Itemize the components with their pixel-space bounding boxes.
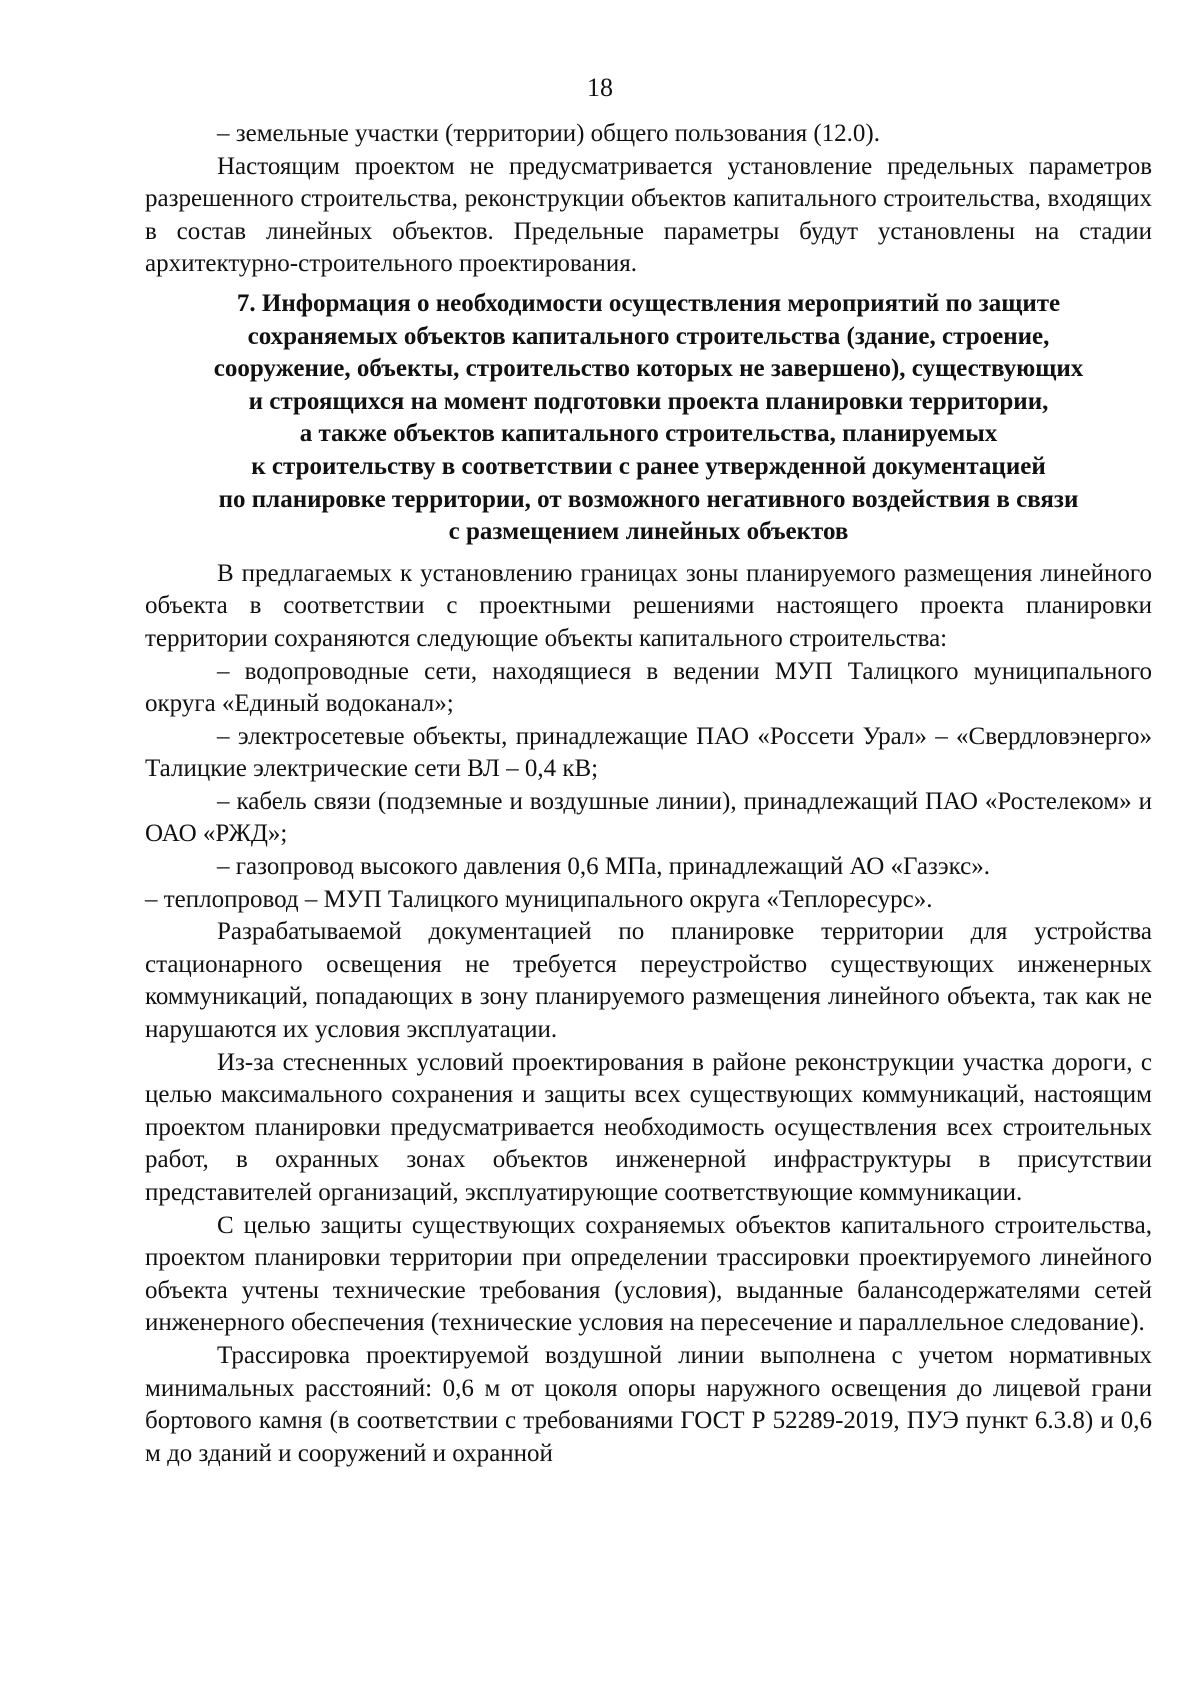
list-item-water-supply: – водопроводные сети, находящиеся в ведении МУП Талицкого муниципального округа «Единый водоканал»;: [145, 657, 1152, 718]
section-paragraph: С целью защиты существующих сохраняемых объектов капитального строительства, проектом планировки территории при определении трассировки проектируемого линейного объекта учтены технические требования (условия), выданные балансодержателями сетей инженерного обеспечения (технические условия на пересечение и параллельное следование).: [145, 1211, 1152, 1337]
intro-list-item: – земельные участки (территории) общего пользования (12.0).: [217, 120, 880, 147]
intro-paragraph: Настоящим проектом не предусматривается установление предельных параметров разрешенного строительства, реконструкции объектов капитального строительства, входящих в состав линейных объектов. Предельные параметры будут установлены на стадии архитектурно-строительного проектирования.: [145, 152, 1152, 278]
page-content: [145, 118, 1152, 1470]
section-heading-line: к строительству в соответствии с ранее утвержденной документацией: [251, 452, 1046, 480]
section-heading-line: а также объектов капитального строительства, планируемых: [299, 420, 998, 448]
section-heading-line: сохраняемых объектов капитального строительства (здание, строение,: [247, 322, 1050, 350]
section-heading-line: по планировке территории, от возможного негативного воздействия в связи: [218, 485, 1079, 513]
section-heading: [145, 288, 1152, 549]
page-number: 18: [587, 73, 613, 102]
list-item-gas-pipeline: – газопровод высокого давления 0,6 МПа, принадлежащий АО «Газэкс».: [217, 853, 990, 881]
section-paragraph: Разрабатываемой документацией по планировке территории для устройства стационарного освещения не требуется переустройство существующих инженерных коммуникаций, попадающих в зону планируемого размещения линейного объекта, так как не нарушаются их условия эксплуатации.: [145, 918, 1152, 1044]
section-paragraph: Трассировка проектируемой воздушной линии выполнена с учетом нормативных минимальных расстояний: 0,6 м от цоколя опоры наружного освещения до лицевой грани бортового камня (в соответствии с требованиями ГОСТ Р 52289-2019, ПУЭ пункт 6.3.8) и 0,6 м до зданий и сооружений и охранной: [145, 1341, 1152, 1467]
list-item-communication-cable: – кабель связи (подземные и воздушные линии), принадлежащий ПАО «Ростелеком» и ОАО «РЖД»;: [145, 787, 1152, 848]
section-heading-line: 7. Информация о необходимости осуществления мероприятий по защите: [236, 289, 1061, 317]
section-heading-line: с размещением линейных объектов: [448, 518, 849, 546]
section-paragraph: В предлагаемых к установлению границах зоны планируемого размещения линейного объекта в соответствии с проектными решениями настоящего проекта планировки территории сохраняются следующие объекты капитального строительства:: [145, 559, 1152, 652]
section-heading-line: сооружение, объекты, строительство которых не завершено), существующих: [213, 355, 1084, 383]
section-paragraph: Из-за стесненных условий проектирования в районе реконструкции участка дороги, с целью максимального сохранения и защиты всех существующих коммуникаций, настоящим проектом планировки предусматривается необходимость осуществления всех строительных работ, в охранных зонах объектов инженерной инфраструктуры в присутствии представителей организаций, эксплуатирующие соответствующие коммуникации.: [145, 1048, 1152, 1206]
section-heading-line: и строящихся на момент подготовки проекта планировки территории,: [248, 387, 1049, 415]
list-item-heat-pipeline: – теплопровод – МУП Талицкого муниципального округа «Теплоресурс».: [145, 885, 933, 913]
list-item-power-grid: – электросетевые объекты, принадлежащие ПАО «Россети Урал» – «Свердловэнерго» Талицкие электрические сети ВЛ – 0,4 кВ;: [145, 722, 1152, 783]
